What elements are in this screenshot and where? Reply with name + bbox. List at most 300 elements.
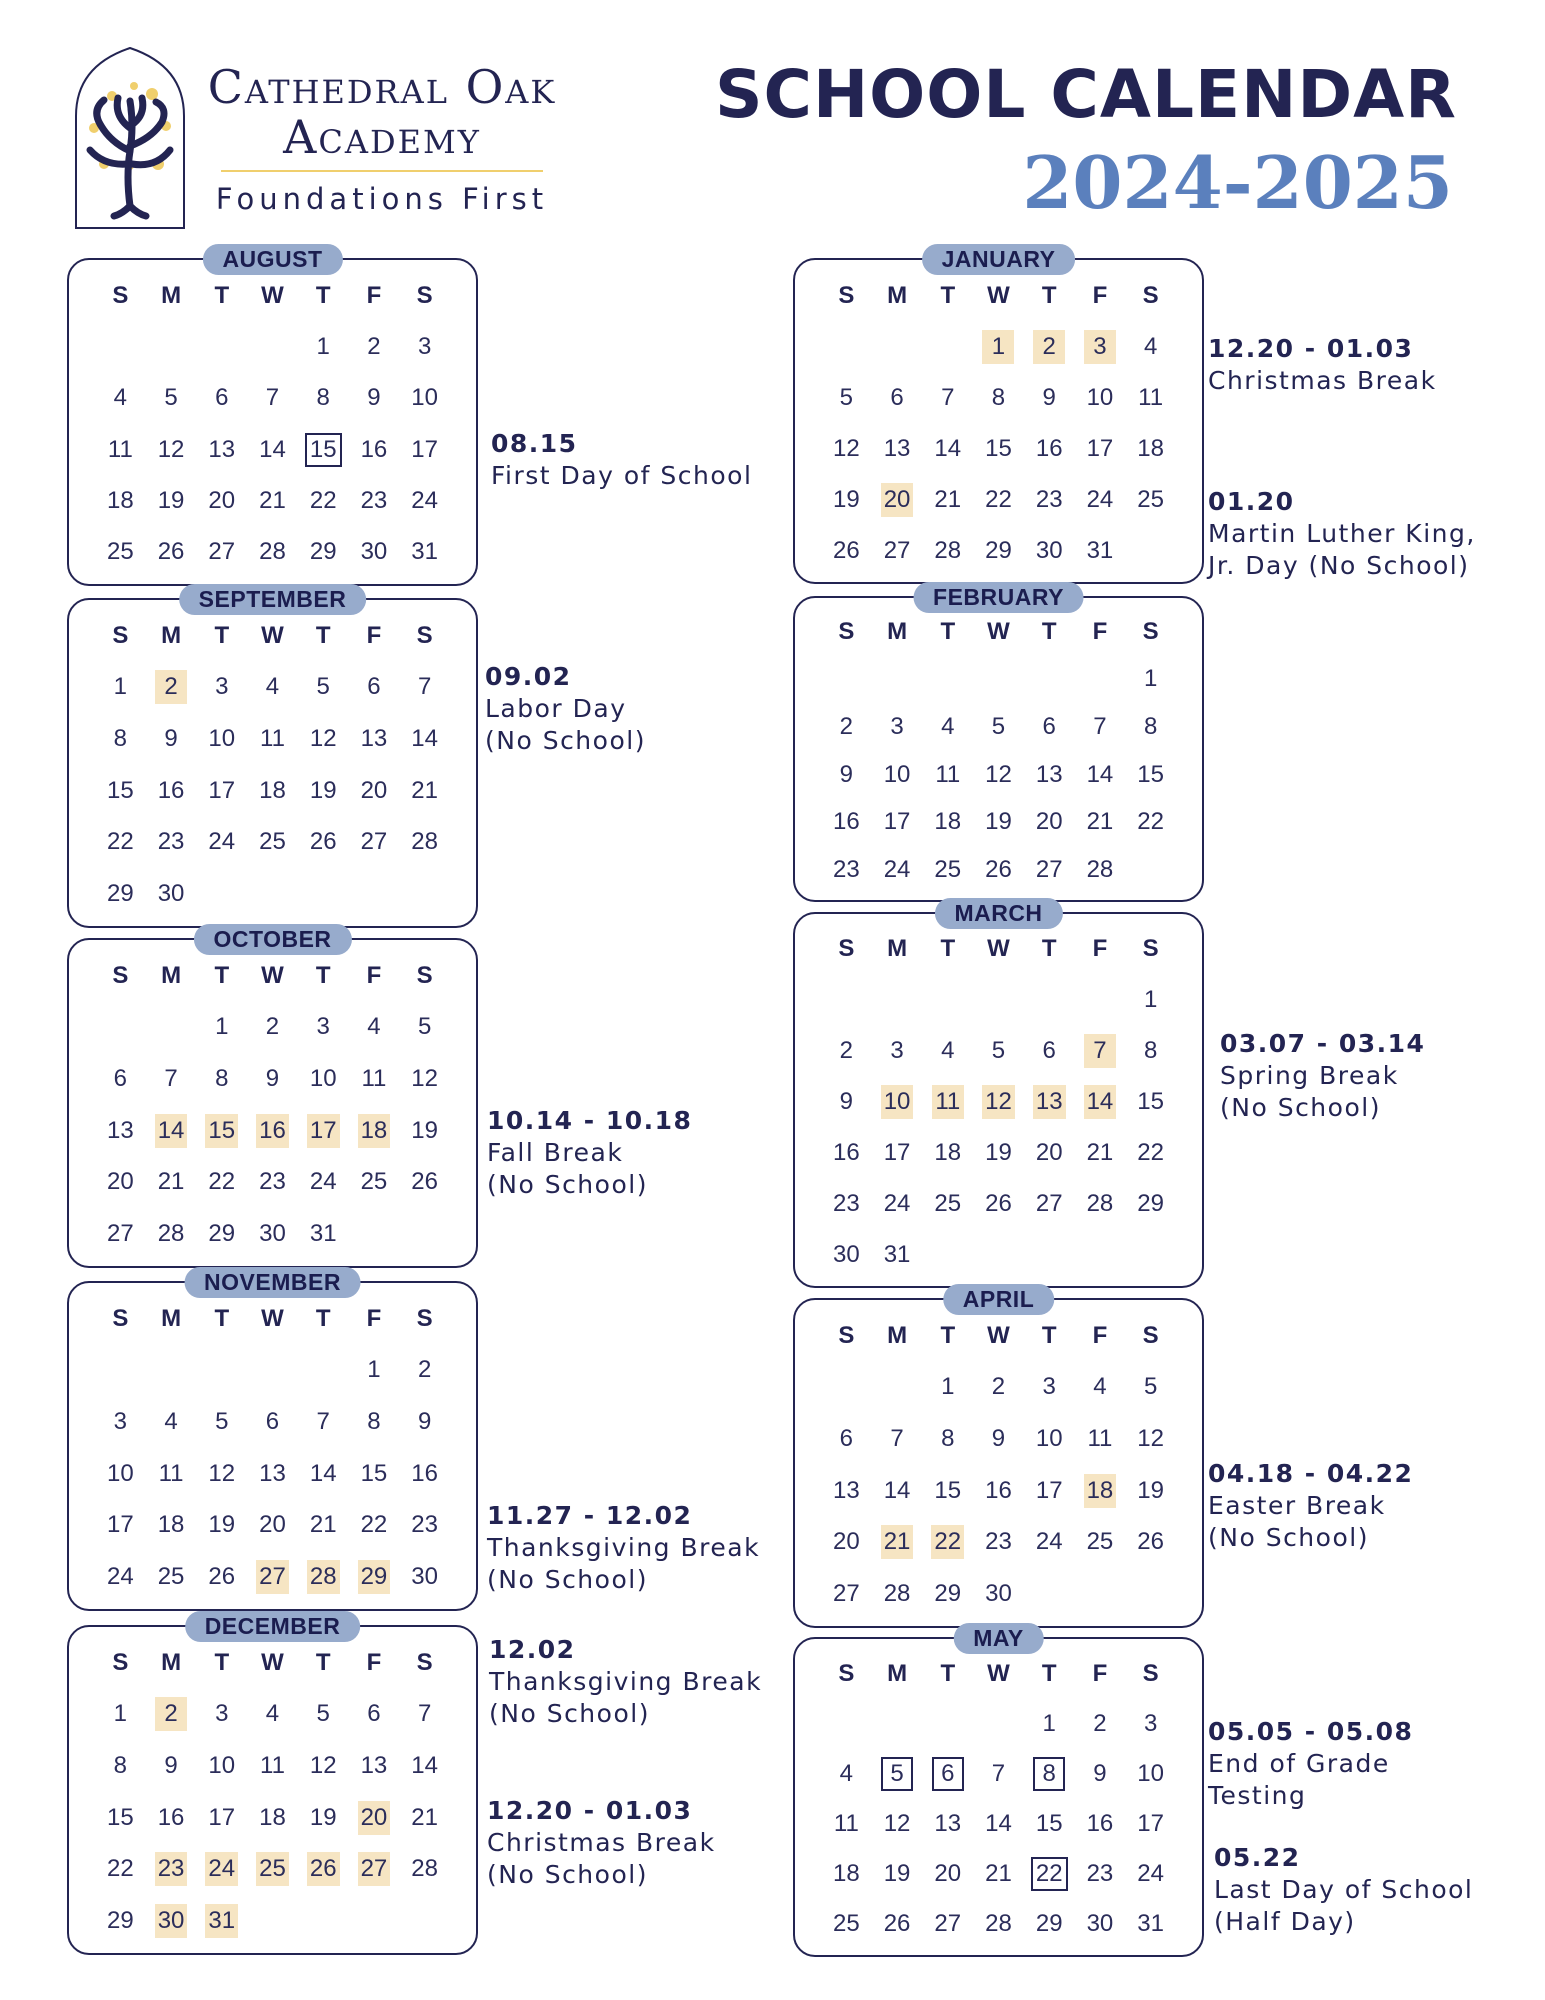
day-cell — [821, 1127, 872, 1178]
weekday-header: F — [1092, 1321, 1108, 1349]
day-cell — [247, 1448, 298, 1500]
note-mlk-day — [1208, 486, 1476, 582]
weekday-header: T — [1041, 1660, 1057, 1687]
day-number: 18 — [107, 486, 134, 514]
day-number: 9 — [1093, 1760, 1107, 1787]
day-number: 29 — [358, 1560, 391, 1594]
note-labor-day — [485, 661, 646, 757]
empty-cell — [973, 1699, 1024, 1749]
day-number: 29 — [1035, 1910, 1063, 1937]
weekday-header: F — [1092, 617, 1108, 645]
day-number: 18 — [259, 1803, 286, 1831]
day-cell — [146, 1208, 197, 1260]
day-cell — [196, 373, 247, 424]
weekday-header: S — [416, 1304, 433, 1332]
day-cell — [922, 1077, 973, 1128]
day-number: 12 — [309, 725, 337, 753]
day-number: 15 — [107, 1803, 134, 1831]
day-cell — [1024, 1026, 1075, 1077]
day-cell — [349, 1844, 400, 1896]
day-cell — [146, 1792, 197, 1844]
empty-cell — [922, 975, 973, 1026]
day-cell — [146, 1740, 197, 1792]
day-number: 9 — [991, 1425, 1006, 1453]
empty-cell — [95, 321, 146, 372]
day-number: 18 — [259, 776, 286, 804]
day-number: 18 — [1084, 1474, 1117, 1508]
day-cell — [1125, 656, 1176, 704]
day-number: 30 — [411, 1563, 438, 1591]
day-number: 28 — [1086, 856, 1114, 884]
day-cell — [1125, 372, 1176, 423]
day-cell — [1024, 1749, 1075, 1799]
day-cell — [872, 1413, 923, 1465]
day-cell — [973, 1517, 1024, 1569]
note-text: Fall Break (No School) — [487, 1138, 648, 1199]
weekday-header: M — [887, 281, 908, 309]
weekday-header: S — [112, 621, 129, 649]
day-number: 1 — [113, 1700, 128, 1728]
day-cell — [349, 713, 400, 765]
day-cell — [298, 1053, 349, 1105]
day-number: 22 — [985, 485, 1012, 513]
day-number: 17 — [1086, 434, 1114, 462]
day-number: 4 — [839, 1760, 854, 1787]
day-cell — [821, 474, 872, 525]
day-cell — [1024, 703, 1075, 751]
day-number: 8 — [367, 1408, 381, 1436]
day-cell — [146, 662, 197, 714]
empty-cell — [872, 321, 923, 372]
day-number: 3 — [215, 1700, 229, 1728]
day-number: 26 — [411, 1168, 438, 1196]
day-number: 18 — [358, 1114, 391, 1148]
day-cell — [298, 765, 349, 817]
day-number: 2 — [367, 332, 381, 360]
day-number: 27 — [360, 828, 388, 856]
day-number: 1 — [367, 1356, 381, 1384]
day-number: 6 — [1042, 713, 1056, 741]
day-number: 18 — [1137, 434, 1164, 462]
day-number: 15 — [205, 1114, 238, 1148]
day-cell — [872, 703, 923, 751]
day-number: 26 — [833, 536, 860, 564]
day-cell — [196, 424, 247, 475]
day-cell — [247, 475, 298, 526]
day-number: 27 — [1035, 856, 1063, 884]
note-eog-testing — [1208, 1716, 1413, 1812]
day-cell — [1024, 1799, 1075, 1849]
day-number: 19 — [309, 1803, 337, 1831]
note-text: Easter Break (No School) — [1208, 1491, 1386, 1552]
school-year: 2024-2025 — [1022, 140, 1453, 225]
day-cell — [1125, 1799, 1176, 1849]
day-cell — [1024, 1517, 1075, 1569]
day-number: 16 — [833, 1138, 860, 1166]
empty-cell — [872, 975, 923, 1026]
school-name-line2: Academy — [283, 110, 481, 164]
day-number: 7 — [164, 1065, 178, 1093]
day-number: 30 — [833, 1240, 860, 1268]
day-number: 22 — [107, 828, 134, 856]
empty-cell — [247, 1345, 298, 1397]
month-label: MAY — [953, 1623, 1044, 1654]
day-number: 9 — [839, 760, 854, 788]
day-cell — [872, 1749, 923, 1799]
note-date: 04.18 - 04.22 — [1208, 1459, 1414, 1488]
day-number: 11 — [107, 435, 133, 463]
day-cell — [872, 1849, 923, 1899]
day-cell — [349, 1105, 400, 1157]
empty-cell — [196, 1345, 247, 1397]
weekday-header: M — [887, 617, 908, 645]
weekday-header: T — [214, 1648, 230, 1676]
day-number: 16 — [411, 1459, 438, 1487]
day-number: 6 — [890, 383, 904, 411]
day-number: 24 — [208, 828, 236, 856]
day-number: 9 — [164, 725, 178, 753]
day-number: 7 — [1093, 713, 1107, 741]
day-number: 6 — [367, 673, 381, 701]
day-cell — [95, 373, 146, 424]
day-number: 7 — [417, 673, 432, 701]
day-cell — [349, 1002, 400, 1054]
weekday-header: M — [161, 281, 182, 309]
day-number: 28 — [1086, 1189, 1114, 1217]
day-cell — [399, 1551, 450, 1603]
day-cell — [196, 1689, 247, 1741]
day-number: 24 — [1035, 1528, 1063, 1556]
weekday-header: S — [838, 281, 855, 309]
day-cell — [1125, 474, 1176, 525]
day-cell — [95, 527, 146, 578]
weekday-header: W — [987, 1321, 1010, 1349]
day-cell — [973, 1077, 1024, 1128]
day-number: 15 — [107, 776, 134, 804]
day-cell — [399, 424, 450, 475]
day-number: 13 — [934, 1810, 962, 1837]
day-cell — [196, 475, 247, 526]
day-cell — [196, 1396, 247, 1448]
day-cell — [872, 474, 923, 525]
day-number: 24 — [883, 1189, 911, 1217]
day-cell — [298, 1002, 349, 1054]
day-cell — [872, 1178, 923, 1229]
day-cell — [399, 475, 450, 526]
month-grid — [95, 270, 450, 578]
day-number: 11 — [260, 725, 285, 753]
day-cell — [146, 1689, 197, 1741]
day-number: 25 — [934, 856, 962, 884]
day-cell — [298, 527, 349, 578]
note-date: 10.14 - 10.18 — [487, 1106, 693, 1135]
day-number: 3 — [890, 713, 904, 741]
month-grid — [821, 608, 1176, 894]
day-number: 21 — [157, 1168, 185, 1196]
day-number: 1 — [1042, 1710, 1056, 1737]
day-cell — [821, 1413, 872, 1465]
day-cell — [95, 817, 146, 869]
weekday-header: F — [366, 1304, 382, 1332]
day-number: 17 — [107, 1511, 134, 1539]
day-number: 27 — [208, 538, 236, 566]
day-cell — [349, 1053, 400, 1105]
day-number: 3 — [890, 1037, 904, 1065]
day-cell — [922, 846, 973, 894]
day-number: 25 — [1086, 1528, 1114, 1556]
day-cell — [1075, 846, 1126, 894]
day-number: 5 — [839, 383, 854, 411]
day-cell — [399, 1689, 450, 1741]
day-cell — [973, 321, 1024, 372]
day-number: 9 — [417, 1408, 432, 1436]
day-number: 28 — [307, 1560, 340, 1594]
empty-cell — [872, 1699, 923, 1749]
day-cell — [821, 846, 872, 894]
note-text: End of Grade Testing — [1208, 1749, 1390, 1810]
weekday-header: S — [1142, 281, 1159, 309]
day-number: 21 — [411, 1803, 438, 1831]
month-grid — [95, 610, 450, 920]
day-number: 5 — [215, 1408, 229, 1436]
day-cell — [196, 713, 247, 765]
day-number: 6 — [215, 384, 229, 412]
day-cell — [247, 765, 298, 817]
day-cell — [196, 1844, 247, 1896]
day-cell — [1075, 1517, 1126, 1569]
empty-cell — [872, 1362, 923, 1414]
month-grid — [821, 1310, 1176, 1620]
day-cell — [247, 1002, 298, 1054]
day-cell — [247, 1500, 298, 1552]
day-number: 7 — [991, 1760, 1006, 1787]
day-number: 11 — [833, 1810, 859, 1837]
day-cell — [196, 1895, 247, 1947]
empty-cell — [146, 1002, 197, 1054]
day-number: 28 — [934, 536, 962, 564]
day-cell — [95, 424, 146, 475]
day-number: 16 — [1035, 434, 1063, 462]
day-cell — [196, 1500, 247, 1552]
day-cell — [146, 765, 197, 817]
month-label: SEPTEMBER — [179, 584, 367, 615]
day-cell — [399, 1396, 450, 1448]
weekday-header: S — [838, 617, 855, 645]
day-number: 12 — [833, 434, 860, 462]
day-number: 14 — [883, 1476, 911, 1504]
day-cell — [1075, 1699, 1126, 1749]
day-number: 8 — [1143, 1037, 1158, 1065]
day-cell — [821, 703, 872, 751]
day-cell — [1075, 751, 1126, 799]
day-number: 11 — [935, 760, 961, 788]
note-date: 03.07 - 03.14 — [1220, 1029, 1426, 1058]
empty-cell — [1024, 656, 1075, 704]
day-cell — [1024, 1899, 1075, 1949]
day-cell — [95, 765, 146, 817]
day-number: 22 — [309, 486, 337, 514]
month-january — [793, 246, 1204, 584]
empty-cell — [821, 1362, 872, 1414]
day-cell — [1024, 1849, 1075, 1899]
day-cell — [247, 527, 298, 578]
day-number: 24 — [883, 856, 911, 884]
day-number: 13 — [208, 435, 236, 463]
day-number: 23 — [985, 1528, 1012, 1556]
day-number: 10 — [208, 725, 236, 753]
day-cell — [95, 1740, 146, 1792]
weekday-header: S — [838, 1321, 855, 1349]
day-cell — [298, 321, 349, 372]
day-cell — [1024, 799, 1075, 847]
day-number: 14 — [309, 1459, 337, 1487]
day-cell — [298, 1792, 349, 1844]
day-number: 13 — [259, 1459, 286, 1487]
day-number: 7 — [417, 1700, 432, 1728]
note-text: First Day of School — [491, 461, 753, 490]
note-date: 12.20 - 01.03 — [487, 1796, 693, 1825]
day-cell — [95, 1396, 146, 1448]
day-cell — [349, 1345, 400, 1397]
day-cell — [196, 1448, 247, 1500]
day-number: 2 — [839, 1037, 854, 1065]
day-cell — [821, 1077, 872, 1128]
weekday-header: W — [987, 1660, 1010, 1687]
day-number: 19 — [157, 486, 185, 514]
day-number: 17 — [883, 808, 911, 836]
day-cell — [821, 799, 872, 847]
day-number: 27 — [934, 1910, 962, 1937]
day-number: 28 — [259, 538, 286, 566]
month-grid — [821, 270, 1176, 576]
day-number: 13 — [360, 1752, 388, 1780]
day-number: 1 — [316, 332, 330, 360]
day-number: 4 — [113, 384, 128, 412]
month-label: NOVEMBER — [184, 1267, 361, 1298]
day-number: 21 — [1086, 1138, 1114, 1166]
day-cell — [922, 1362, 973, 1414]
day-cell — [872, 423, 923, 474]
day-number: 30 — [259, 1220, 286, 1248]
day-number: 13 — [883, 434, 911, 462]
day-number: 26 — [985, 1189, 1012, 1217]
weekday-header: S — [112, 961, 129, 989]
note-text: Thanksgiving Break (No School) — [489, 1667, 763, 1728]
day-number: 20 — [107, 1168, 134, 1196]
day-cell — [872, 751, 923, 799]
day-number: 27 — [256, 1560, 289, 1594]
weekday-header: S — [112, 1648, 129, 1676]
day-cell — [146, 1844, 197, 1896]
day-number: 27 — [1035, 1189, 1063, 1217]
weekday-header: T — [940, 617, 956, 645]
day-cell — [1075, 703, 1126, 751]
day-number: 7 — [316, 1408, 330, 1436]
day-number: 22 — [208, 1168, 236, 1196]
day-cell — [872, 1517, 923, 1569]
day-number: 23 — [411, 1511, 438, 1539]
day-number: 18 — [934, 808, 962, 836]
logo-tree-icon — [74, 46, 186, 230]
day-number: 16 — [360, 435, 388, 463]
weekday-header: M — [161, 621, 182, 649]
day-number: 8 — [1033, 1757, 1065, 1791]
day-number: 6 — [1042, 1037, 1056, 1065]
day-number: 23 — [1086, 1860, 1114, 1887]
day-cell — [1024, 1699, 1075, 1749]
day-number: 14 — [155, 1114, 188, 1148]
day-number: 25 — [157, 1563, 185, 1591]
day-cell — [1024, 1465, 1075, 1517]
day-cell — [95, 868, 146, 920]
weekday-header: M — [887, 1660, 908, 1687]
weekday-header: F — [366, 281, 382, 309]
day-cell — [821, 1849, 872, 1899]
day-number: 14 — [985, 1810, 1012, 1837]
day-cell — [922, 1849, 973, 1899]
day-cell — [1024, 846, 1075, 894]
day-number: 4 — [367, 1013, 381, 1041]
weekday-header: W — [261, 1304, 284, 1332]
day-number: 31 — [883, 1240, 911, 1268]
day-number: 19 — [985, 1138, 1012, 1166]
day-number: 3 — [1042, 1373, 1056, 1401]
day-number: 20 — [881, 483, 914, 517]
day-number: 19 — [883, 1860, 911, 1887]
day-cell — [922, 1568, 973, 1620]
day-cell — [399, 1500, 450, 1552]
day-number: 10 — [1086, 383, 1114, 411]
day-cell — [973, 1568, 1024, 1620]
month-grid — [821, 1649, 1176, 1949]
school-name-line1: Cathedral Oak — [207, 60, 557, 114]
day-cell — [973, 1178, 1024, 1229]
day-number: 9 — [367, 384, 381, 412]
day-cell — [1125, 1465, 1176, 1517]
day-cell — [922, 525, 973, 576]
month-grid — [821, 924, 1176, 1280]
month-grid — [95, 950, 450, 1260]
day-number: 5 — [417, 1013, 432, 1041]
empty-cell — [146, 321, 197, 372]
weekday-header: S — [1142, 1321, 1159, 1349]
day-cell — [196, 662, 247, 714]
day-number: 4 — [164, 1408, 178, 1436]
day-number: 29 — [309, 538, 337, 566]
day-cell — [872, 846, 923, 894]
day-cell — [872, 525, 923, 576]
day-cell — [146, 475, 197, 526]
day-cell — [95, 1500, 146, 1552]
weekday-header: F — [366, 961, 382, 989]
empty-cell — [821, 321, 872, 372]
day-number: 25 — [107, 538, 134, 566]
day-cell — [196, 1002, 247, 1054]
month-september — [67, 586, 478, 928]
day-cell — [196, 1053, 247, 1105]
day-number: 21 — [1086, 808, 1114, 836]
day-number: 31 — [411, 538, 438, 566]
empty-cell — [95, 1345, 146, 1397]
note-date: 12.02 — [489, 1635, 576, 1664]
day-cell — [95, 662, 146, 714]
day-cell — [399, 765, 450, 817]
day-cell — [1125, 1749, 1176, 1799]
day-cell — [1125, 1699, 1176, 1749]
day-cell — [821, 751, 872, 799]
day-cell — [247, 1689, 298, 1741]
day-cell — [1024, 1413, 1075, 1465]
